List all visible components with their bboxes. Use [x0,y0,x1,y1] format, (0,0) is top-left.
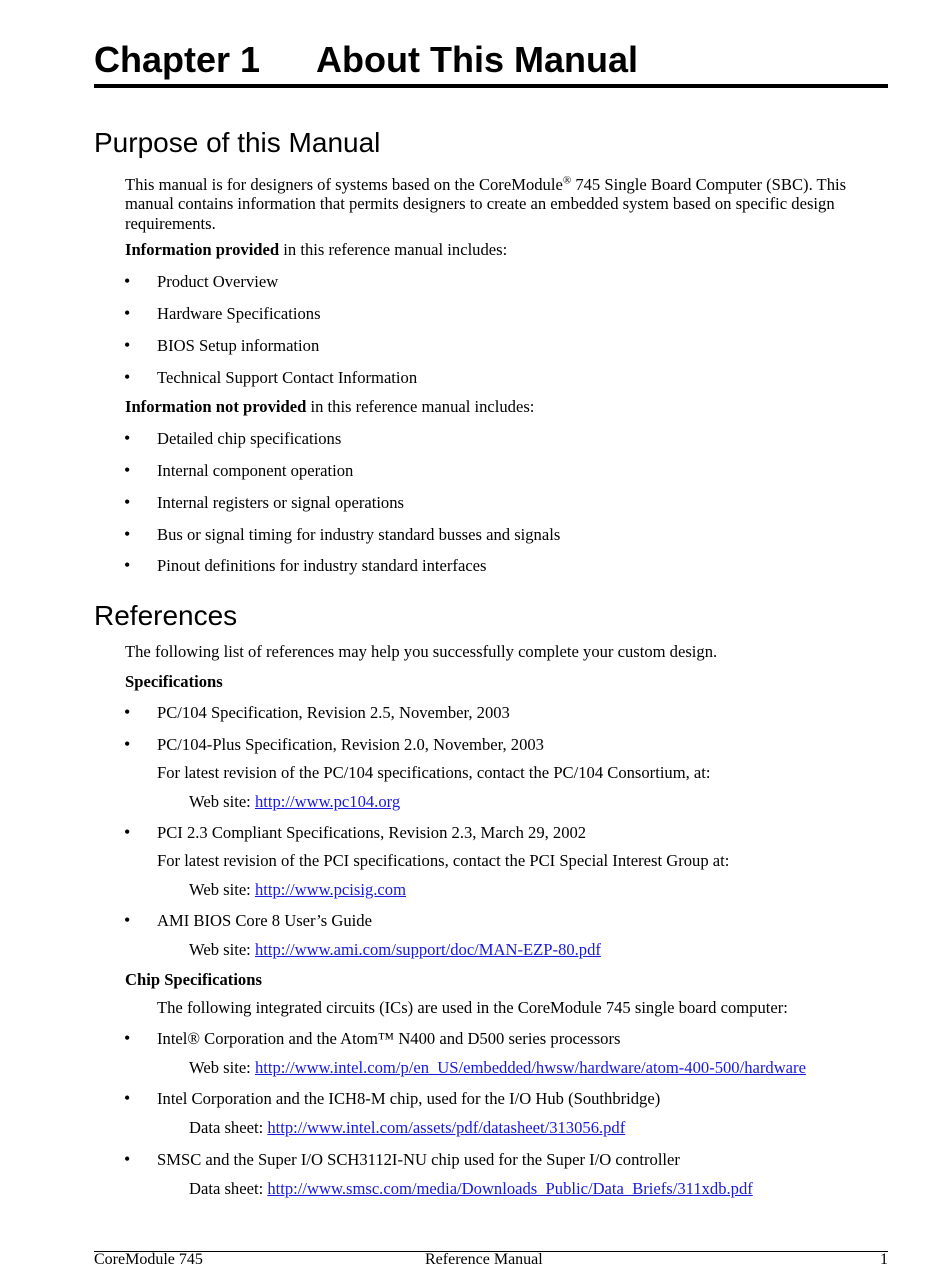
bullet-icon: • [124,702,131,722]
chip-item: Intel Corporation and the ICH8-M chip, used for the I/O Hub (Southbridge) [157,1089,661,1108]
bullet-icon: • [124,734,131,754]
list-item: Pinout definitions for industry standard interfaces [157,556,487,575]
data-sheet-line: Data sheet: http://www.smsc.com/media/Downloads_Public/Data_Briefs/311xdb.pdf [189,1179,753,1198]
bullet-icon: • [124,1088,131,1108]
bullet-icon: • [124,303,131,323]
bullet-icon: • [124,1149,131,1169]
bullet-icon: • [124,822,131,842]
page-number: 1 [880,1251,888,1268]
spec-item: AMI BIOS Core 8 User’s Guide [157,911,372,930]
provided-lead: Information provided in this reference manual includes: [125,240,508,259]
specifications-heading: Specifications [125,672,223,691]
web-site-line: Web site: http://www.pcisig.com [189,880,406,899]
references-heading: References [94,600,238,631]
footer-center: Reference Manual [425,1251,543,1268]
spec-note: For latest revision of the PC/104 specifications, contact the PC/104 Consortium, at: [157,763,711,782]
ami-link[interactable]: http://www.ami.com/support/doc/MAN-EZP-80.pdf [254,940,601,959]
not-provided-lead: Information not provided in this reference manual includes: [125,397,535,416]
list-item: BIOS Setup information [157,336,320,355]
intel-datasheet-link[interactable]: http://www.intel.com/assets/pdf/datasheet/313056.pdf [267,1118,626,1137]
chapter-title: About This Manual [316,39,638,80]
list-item: Product Overview [157,272,279,291]
bullet-icon: • [124,555,131,575]
bullet-icon: • [124,910,131,930]
list-item: Internal component operation [157,461,354,480]
list-item: Bus or signal timing for industry standard busses and signals [157,525,561,544]
pc104-link[interactable]: http://www.pc104.org [254,792,401,811]
bullet-icon: • [124,492,131,512]
chapter-number: Chapter 1 [94,39,261,80]
spec-item: PC/104 Specification, Revision 2.5, November, 2003 [157,703,510,722]
list-item: Detailed chip specifications [157,429,342,448]
spec-item: PCI 2.3 Compliant Specifications, Revision 2.3, March 29, 2002 [157,823,587,842]
data-sheet-line: Data sheet: http://www.intel.com/assets/pdf/datasheet/313056.pdf [189,1118,626,1137]
intel-atom-link[interactable]: http://www.intel.com/p/en_US/embedded/hwsw/hardware/atom-400-500/hardware [254,1058,806,1077]
bullet-icon: • [124,367,131,387]
web-site-line: Web site: http://www.ami.com/support/doc/MAN-EZP-80.pdf [189,940,601,959]
bullet-icon: • [124,524,131,544]
bullet-icon: • [124,428,131,448]
chip-intro: The following integrated circuits (ICs) are used in the CoreModule 745 single board computer: [157,998,788,1017]
list-item: Technical Support Contact Information [157,368,418,387]
pcisig-link[interactable]: http://www.pcisig.com [254,880,406,899]
bullet-icon: • [124,335,131,355]
chapter-heading [94,36,888,88]
bullet-icon: • [124,1028,131,1048]
bullet-icon: • [124,271,131,291]
web-site-line: Web site: http://www.pc104.org [189,792,401,811]
list-item: Internal registers or signal operations [157,493,404,512]
bullet-icon: • [124,460,131,480]
spec-item: PC/104-Plus Specification, Revision 2.0, November, 2003 [157,735,544,754]
list-item: Hardware Specifications [157,304,321,323]
chip-item: SMSC and the Super I/O SCH3112I-NU chip used for the Super I/O controller [157,1150,680,1169]
web-site-line: Web site: http://www.intel.com/p/en_US/embedded/hwsw/hardware/atom-400-500/hardware [189,1058,806,1077]
chip-item: Intel® Corporation and the Atom™ N400 and D500 series processors [157,1029,621,1048]
chip-specifications-heading: Chip Specifications [125,970,262,989]
purpose-intro-text: This manual is for designers of systems based on the CoreModule® 745 Single Board Computer (SBC). This manual contains information that permits designers to create an embedded system based on specific design requirements. [125,174,847,233]
footer-left: CoreModule 745 [94,1251,203,1268]
references-intro: The following list of references may help you successfully complete your custom design. [125,642,718,661]
purpose-intro [125,171,885,233]
spec-note: For latest revision of the PCI specifications, contact the PCI Special Interest Group at: [157,851,730,870]
smsc-datasheet-link[interactable]: http://www.smsc.com/media/Downloads_Public/Data_Briefs/311xdb.pdf [267,1179,753,1198]
purpose-heading: Purpose of this Manual [94,127,381,158]
